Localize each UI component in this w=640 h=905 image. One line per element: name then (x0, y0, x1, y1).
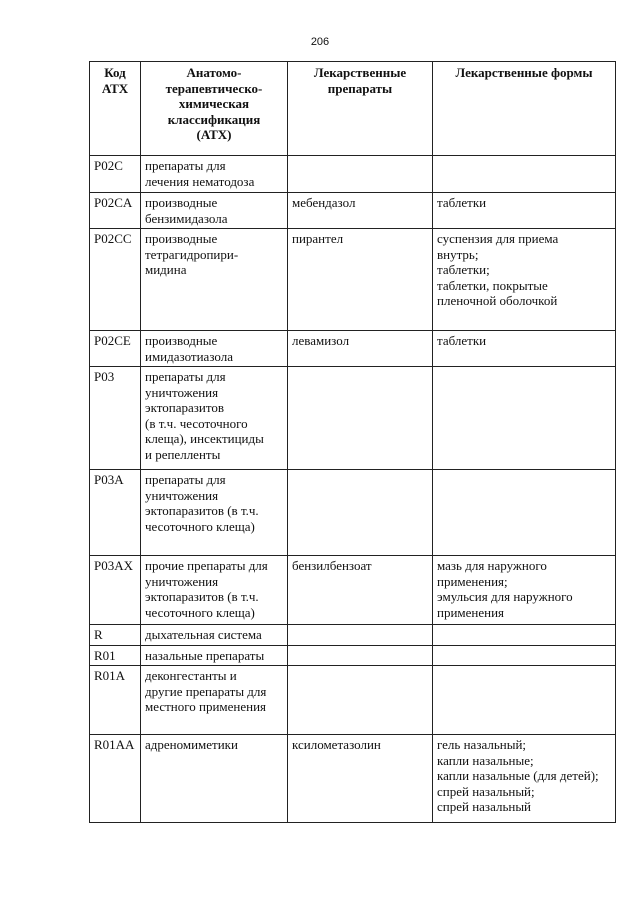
cell-forms: гель назальный; капли назальные; капли назальные (для детей); спрей назальный; спрей назальный (433, 735, 616, 823)
cell-forms (433, 367, 616, 470)
cell-forms: суспензия для приема внутрь; таблетки; таблетки, покрытые пленочной оболочкой (433, 229, 616, 331)
cell-code: R01AA (90, 735, 141, 823)
atx-table (89, 61, 616, 823)
cell-classification: деконгестанты и другие препараты для местного применения (141, 666, 288, 735)
cell-classification: производные тетрагидропири- мидина (141, 229, 288, 331)
cell-forms (433, 666, 616, 735)
cell-code: P02CA (90, 193, 141, 229)
cell-forms (433, 625, 616, 646)
table-row (90, 193, 616, 229)
table-row (90, 556, 616, 625)
cell-forms (433, 156, 616, 193)
cell-drug (288, 625, 433, 646)
cell-code: P02CC (90, 229, 141, 331)
cell-code: P02C (90, 156, 141, 193)
cell-drug (288, 645, 433, 666)
cell-forms (433, 645, 616, 666)
cell-classification: дыхательная система (141, 625, 288, 646)
header-classification: Анатомо- терапевтическо- химическая классификация (АТХ) (141, 62, 288, 156)
cell-code: P03AX (90, 556, 141, 625)
table-row (90, 367, 616, 470)
cell-code: R (90, 625, 141, 646)
cell-forms: таблетки (433, 331, 616, 367)
table-header-row (90, 62, 616, 156)
table-row (90, 735, 616, 823)
table-row (90, 666, 616, 735)
table-row (90, 645, 616, 666)
table-row (90, 331, 616, 367)
cell-forms (433, 470, 616, 556)
cell-classification: препараты для уничтожения эктопаразитов (в т.ч. чесоточного клеща), инсектициды и репелленты (141, 367, 288, 470)
table-row (90, 229, 616, 331)
cell-classification: адреномиметики (141, 735, 288, 823)
cell-drug: левамизол (288, 331, 433, 367)
cell-drug: бензилбензоат (288, 556, 433, 625)
cell-classification: производные бензимидазола (141, 193, 288, 229)
cell-drug (288, 367, 433, 470)
cell-classification: препараты для лечения нематодоза (141, 156, 288, 193)
cell-drug: пирантел (288, 229, 433, 331)
cell-code: P03 (90, 367, 141, 470)
cell-classification: препараты для уничтожения эктопаразитов (в т.ч. чесоточного клеща) (141, 470, 288, 556)
cell-classification: прочие препараты для уничтожения эктопаразитов (в т.ч. чесоточного клеща) (141, 556, 288, 625)
cell-drug (288, 470, 433, 556)
cell-code: P02CE (90, 331, 141, 367)
cell-drug: мебендазол (288, 193, 433, 229)
cell-forms: таблетки (433, 193, 616, 229)
cell-drug (288, 156, 433, 193)
cell-code: R01 (90, 645, 141, 666)
cell-code: P03A (90, 470, 141, 556)
table-row (90, 470, 616, 556)
header-drug: Лекарственные препараты (288, 62, 433, 156)
cell-classification: назальные препараты (141, 645, 288, 666)
header-code: Код АТХ (90, 62, 141, 156)
table-row (90, 625, 616, 646)
cell-classification: производные имидазотиазола (141, 331, 288, 367)
page-number: 206 (310, 36, 330, 48)
cell-drug (288, 666, 433, 735)
cell-forms: мазь для наружного применения; эмульсия для наружного применения (433, 556, 616, 625)
cell-code: R01A (90, 666, 141, 735)
cell-drug: ксилометазолин (288, 735, 433, 823)
header-forms: Лекарственные формы (433, 62, 616, 156)
table-row (90, 156, 616, 193)
